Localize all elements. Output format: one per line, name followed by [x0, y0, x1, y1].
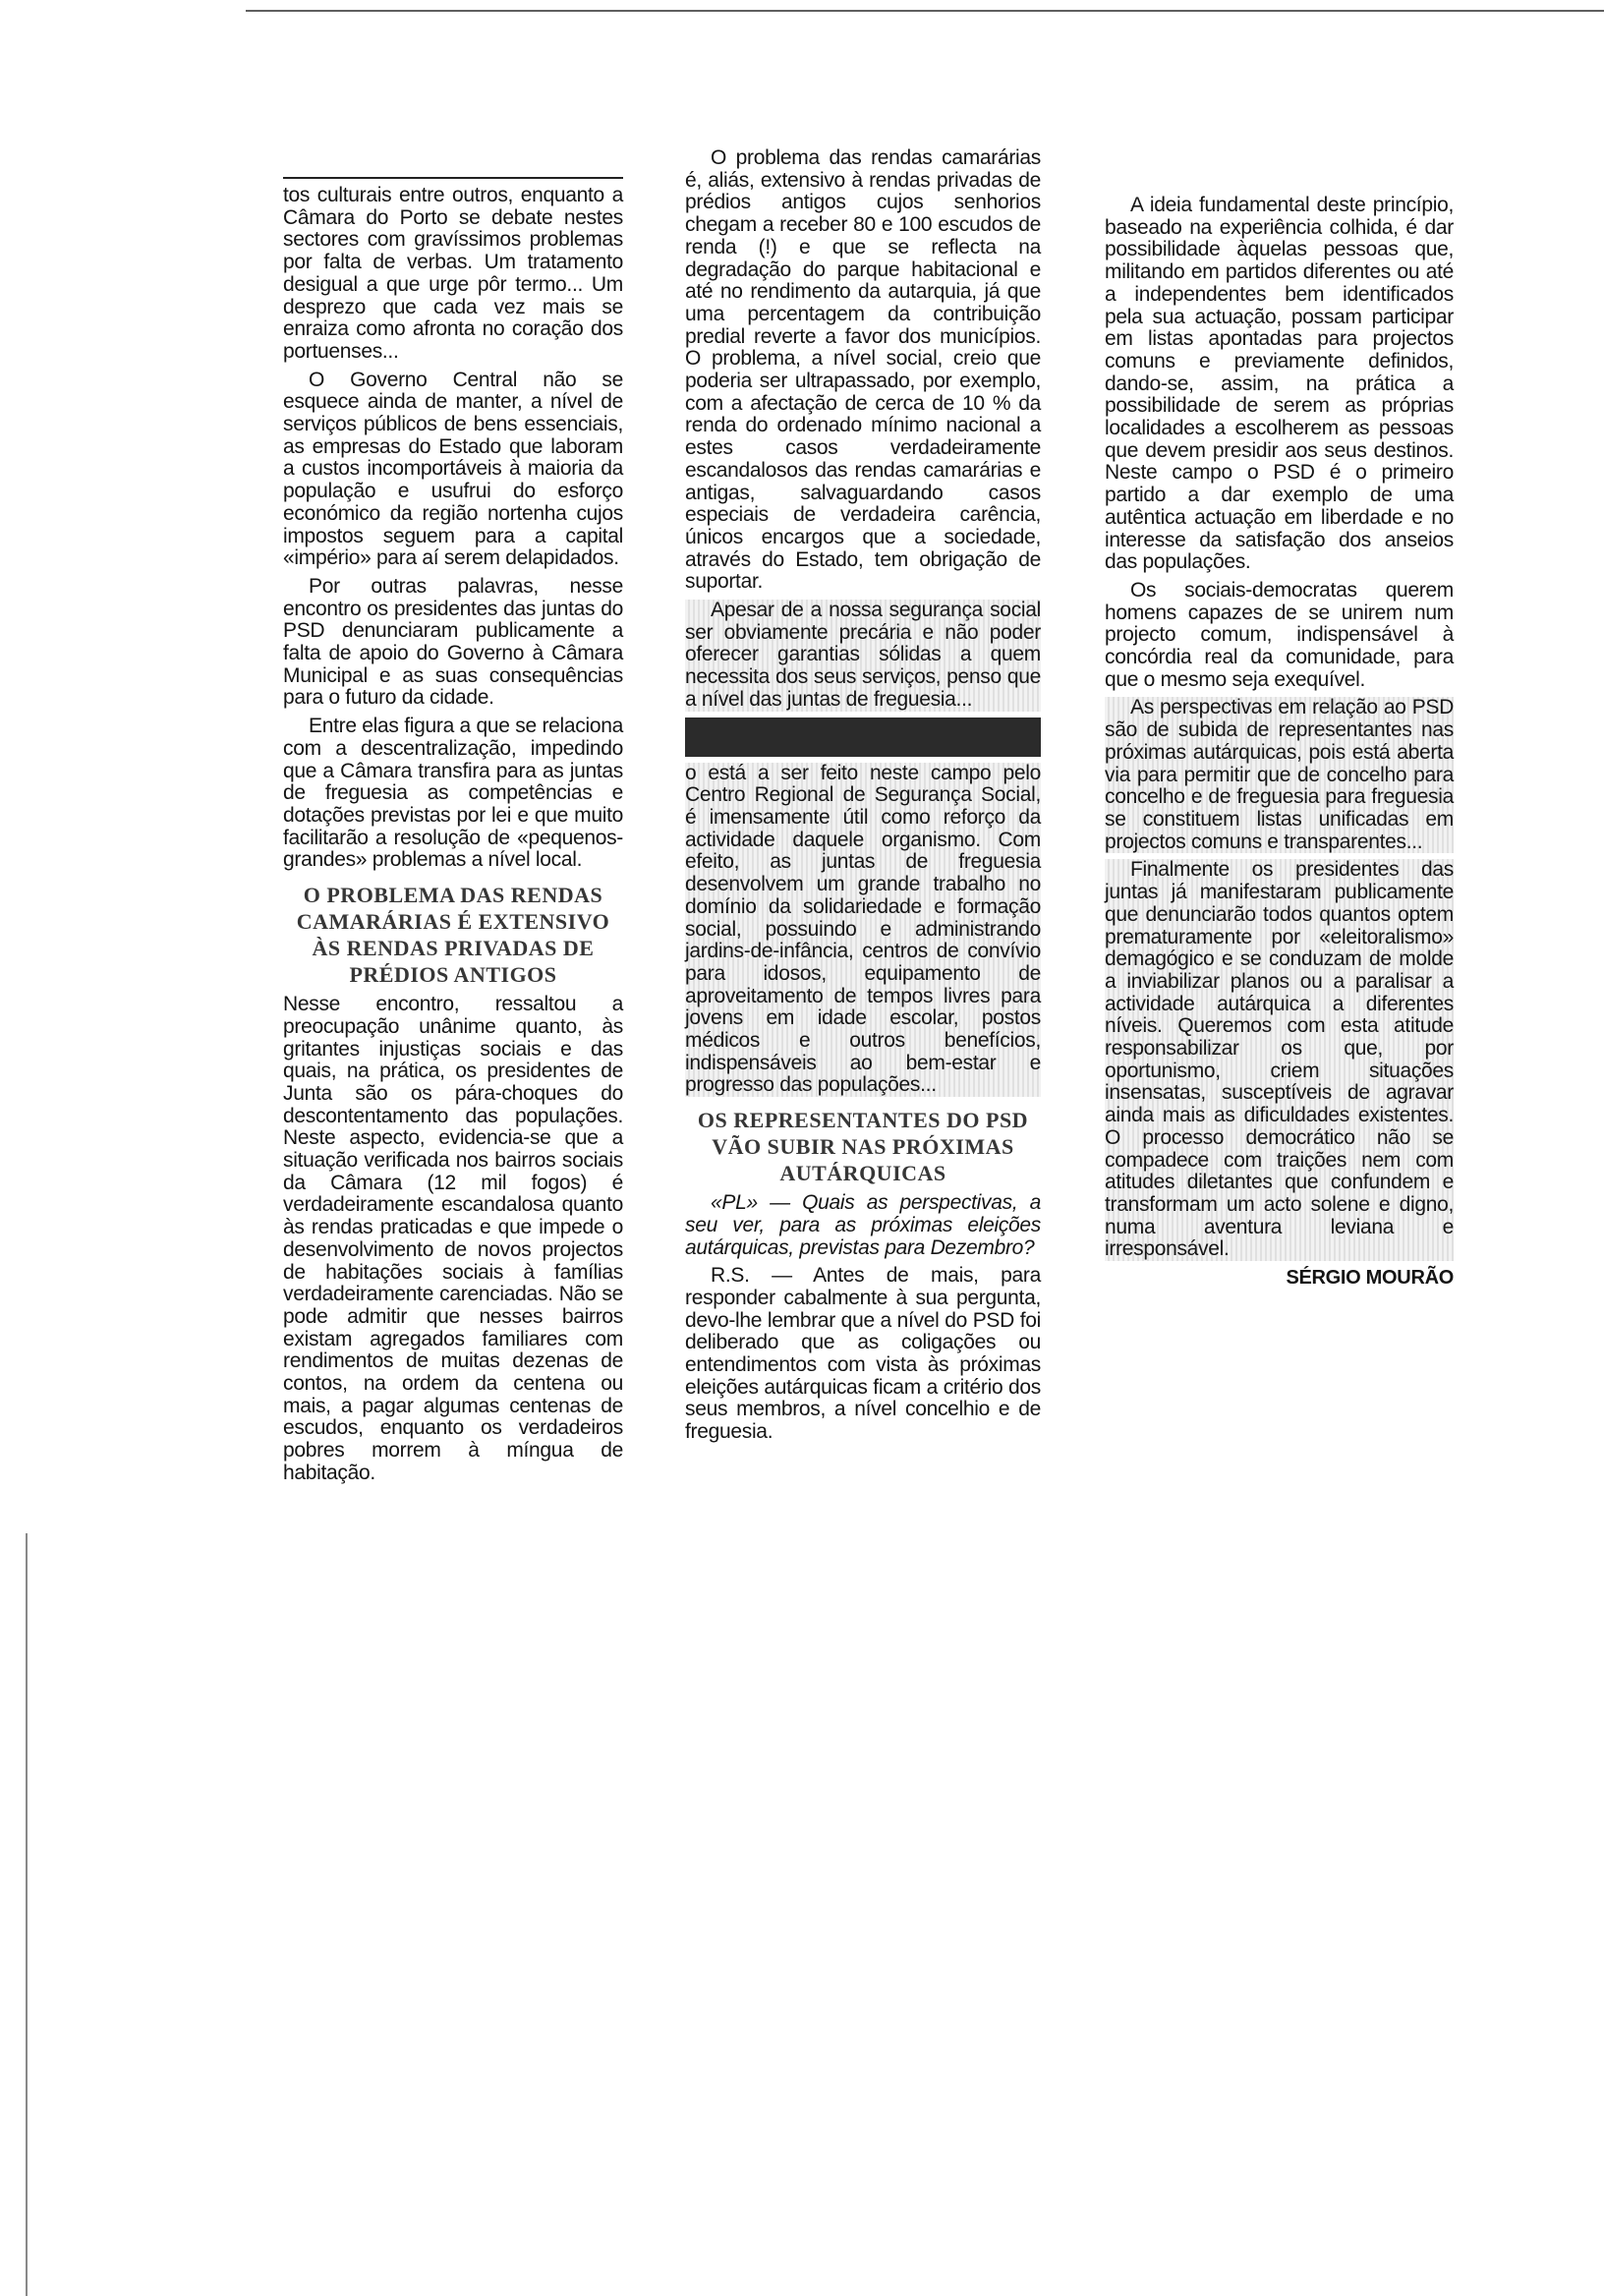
- column-2: [685, 147, 1041, 1450]
- col2-paragraph-2: Apesar de a nossa segurança social ser obviamente precária e não poder oferecer garantias sólidas a quem necessita dos seus serviços, penso que a nível das juntas de freguesia...: [685, 599, 1041, 711]
- author-signature: SÉRGIO MOURÃO: [1286, 1267, 1454, 1290]
- col2-paragraph-3: o está a ser feito neste campo pelo Centro Regional de Segurança Social, é imensamente útil como reforço da actividade daquele organismo. Com efeito, as juntas de freguesia desenvolvem um grande trabalho no domínio da solidariedade e formação social, possuindo e administrando jardins-de-infância, centros de convívio para idosos, equipamento de aproveitamento de tempos livres para jovens em idade escolar, postos médicos e outros benefícios, indispensáveis ao bem-estar e progresso das populações...: [685, 761, 1041, 1097]
- col2-subheading: OS REPRESENTANTES DO PSD VÃO SUBIR NAS PRÓXIMAS AUTÁRQUICAS: [697, 1108, 1029, 1186]
- col1-paragraph-4: Entre elas figura a que se relaciona com a descentralização, impedindo que a Câmara transfira para as juntas de freguesia as competências e dotações previstas por lei e que muito facilitarão a resolução de «pequenos-grandes» problemas a nível local.: [283, 715, 623, 872]
- col1-subheading: O PROBLEMA DAS RENDAS CAMARÁRIAS É EXTENSIVO ÀS RENDAS PRIVADAS DE PRÉDIOS ANTIGOS: [296, 883, 610, 988]
- column-1: [283, 177, 623, 1491]
- column-3: [1105, 195, 1454, 1295]
- col1-paragraph-3: Por outras palavras, nesse encontro os presidentes das juntas do PSD denunciaram publicamente a falta de apoio do Governo à Câmara Municipal e as suas consequências para o futuro da cidade.: [283, 574, 623, 710]
- col2-question: «PL» — Quais as perspectivas, a seu ver, para as próximas eleições autárquicas, previstas para Dezembro?: [685, 1191, 1041, 1259]
- column-1-top-rule: [283, 177, 623, 179]
- col2-paragraph-4: R.S. — Antes de mais, para responder cabalmente à sua pergunta, devo-lhe lembrar que a nível do PSD foi deliberado que as coligações ou entendimentos com vista às próximas eleições autárquicas ficam a critério dos seus membros, a nível concelhio e de freguesia.: [685, 1264, 1041, 1444]
- col2-paragraph-1: O problema das rendas camarárias é, aliás, extensivo à rendas privadas de prédios antigos cujos senhorios chegam a receber 80 e 100 escudos de renda (!) e que se reflecta na degradação do parque habitacional e até no rendimento da autarquia, já que uma percentagem da contribuição predial reverte a favor dos municípios. O problema, a nível social, creio que poderia ser ultrapassado, por exemplo, com a afectação de cerca de 10 % da renda do ordenado mínimo nacional a estes casos verdadeiramente escandalosos das rendas camarárias e antigas, salvaguardando casos especiais de verdadeira carência, únicos encargos que a sociedade, através do Estado, tem obrigação de suportar.: [685, 146, 1041, 594]
- col2-photo-strip: [685, 718, 1041, 757]
- col1-paragraph-1: tos culturais entre outros, enquanto a Câmara do Porto se debate nestes sectores com gravíssimos problemas por falta de verbas. Um tratamento desigual a que urge pôr termo... Um desprezo que cada vez mais se enraiza como afronta no coração dos portuenses...: [283, 184, 623, 363]
- col3-paragraph-1: A ideia fundamental deste princípio, baseado na experiência colhida, é dar possibilidade àquelas pessoas que, militando em partidos diferentes ou até a independentes bem identificados pela sua actuação, possam participar em listas apontadas para projectos comuns e previamente definidos, dando-se, assim, na prática a possibilidade de serem as próprias localidades a escolherem as pessoas que devem presidir aos seus destinos. Neste campo o PSD é o primeiro partido a dar exemplo de uma autêntica actuação em liberdade e no interesse da satisfação dos anseios das populações.: [1105, 194, 1454, 574]
- col3-paragraph-3: As perspectivas em relação ao PSD são de subida de representantes nas próximas autárquicas, pois está aberta via para permitir que de concelho para concelho e de freguesia para freguesia se constituem listas unificadas em projectos comuns e transparentes...: [1105, 696, 1454, 853]
- col3-paragraph-2: Os sociais-democratas querem homens capazes de se unirem num projecto comum, indispensável à concórdia real da comunidade, para que o mesmo seja exequível.: [1105, 578, 1454, 691]
- col3-paragraph-4: Finalmente os presidentes das juntas já manifestaram publicamente que denunciarão todos quantos optem prematuramente por «eleitoralismo» demagógico e se conduzam de molde a inviabilizar planos ou a paralisar a actividade autárquica a diferentes níveis. Queremos com esta atitude responsabilizar os que, por oportunismo, criem situações insensatas, susceptíveis de agravar ainda mais as dificuldades existentes. O processo democrático não se compadece com traições nem com atitudes diletantes que confundem e transformam um acto solene e digno, numa aventura leviana e irresponsável.: [1105, 858, 1454, 1261]
- top-edge-rule: [246, 10, 1604, 12]
- col1-paragraph-2: O Governo Central não se esquece ainda de manter, a nível de serviços públicos de bens essenciais, as empresas do Estado que laboram a custos incomportáveis à maioria da população e usufrui do esforço económico da região nortenha cujos impostos seguem para a capital «império» para aí serem delapidados.: [283, 368, 623, 570]
- left-edge-mark: [26, 1533, 28, 2296]
- col1-paragraph-5: Nesse encontro, ressaltou a preocupação unânime quanto, às gritantes injustiças sociais e das quais, na prática, os presidentes de Junta são os pára-choques do descontentamento das populações. Neste aspecto, evidencia-se que a situação verificada nos bairros sociais da Câmara (12 mil fogos) é verdadeiramente escandalosa quanto às rendas praticadas e que impede o desenvolvimento de novos projectos de habitações sociais à famílias verdadeiramente carenciadas. Não se pode admitir que nesses bairros existam agregados familiares com rendimentos de muitas dezenas de contos, na ordem da centena ou mais, a pagar algumas centenas de escudos, enquanto os verdadeiros pobres morrem à míngua de habitação.: [283, 993, 623, 1484]
